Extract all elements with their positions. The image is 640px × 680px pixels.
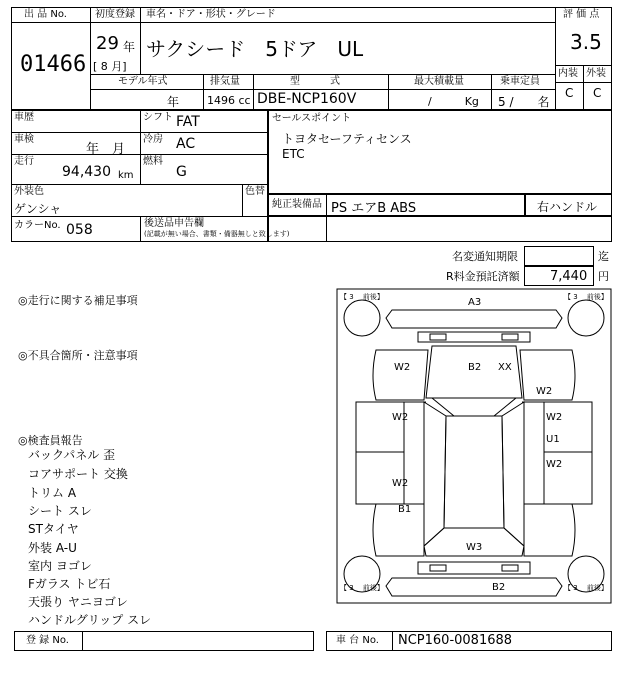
car-name: サクシード 5ドア UL [146, 37, 364, 61]
equipment-label: 純正装備品 [272, 199, 322, 210]
ac-value: AC [176, 136, 196, 152]
tire-label-front-right: 【 3 前後】 [564, 293, 608, 301]
inspector-item: Fガラス トビ石 [28, 577, 111, 591]
max-load-label: 最大積載量 [414, 76, 464, 87]
damage-mark: W2 [394, 362, 411, 373]
recycle-unit: 円 [598, 270, 609, 283]
max-load: / Kg [428, 95, 479, 108]
capacity-label: 乗車定員 [500, 76, 540, 87]
car-name-label: 車名・ドア・形状・グレード [146, 9, 276, 20]
aftermarket-note: (記載が無い場合、書類・備器無しと致します) [144, 230, 290, 238]
interior-grade: C [565, 86, 574, 100]
damage-mark: W2 [536, 386, 553, 397]
lot-no-label: 出 品 No. [24, 9, 67, 20]
inspector-item: シート スレ [28, 504, 92, 518]
damage-mark: U1 [546, 434, 560, 445]
model-year-label: モデル年式 [118, 76, 168, 87]
wheel-front-left [344, 300, 380, 336]
vehicle-type: DBE-NCP160V [257, 91, 357, 107]
type-label: 型 式 [290, 76, 340, 87]
equipment-value: PS エアB ABS [331, 201, 417, 216]
inspector-item: ハンドルグリップ スレ [28, 613, 152, 627]
vehicle-damage-diagram [336, 288, 612, 604]
rating-label: 評 価 点 [563, 9, 600, 20]
blank-frame [268, 216, 612, 242]
inspector-item: 外装 A-U [28, 541, 77, 555]
sales-point-label: セールスポイント [272, 113, 352, 124]
history-label: 車歴 [14, 112, 34, 123]
sales-point-2: ETC [282, 147, 305, 161]
damage-mark: W2 [392, 478, 409, 489]
fuel-value: G [176, 164, 187, 180]
inspector-item: コアサポート 交換 [28, 467, 128, 481]
damage-mark: B2 [492, 582, 506, 593]
mileage-label: 走行 [14, 156, 34, 167]
displacement-label: 排気量 [210, 76, 240, 87]
damage-mark: XX [498, 362, 512, 373]
recycle-value: 7,440 [550, 269, 588, 284]
tire-label-rear-right: 【 3 前後】 [564, 584, 608, 592]
aftermarket-label: 後送品申告欄 [144, 218, 204, 229]
lot-no: 01466 [20, 52, 87, 77]
color-label: 外装色 [14, 186, 44, 197]
shift-label: シフト [143, 112, 173, 123]
mileage-unit: km [118, 170, 134, 181]
inspector-item: トリム A [28, 486, 77, 500]
name-change-unit: 迄 [598, 250, 609, 263]
shift-value: FAT [176, 114, 200, 130]
damage-mark: W2 [546, 459, 563, 470]
tire-label-front-left: 【 3 前後】 [340, 293, 384, 301]
steering-value: 右ハンドル [537, 200, 598, 214]
name-change-label: 名変通知期限 [452, 250, 518, 263]
inspector-item: STタイヤ [28, 522, 79, 536]
chassis-no: NCP160-0081688 [398, 633, 513, 648]
model-year-unit: 年 [167, 95, 180, 109]
color-no-value: 058 [66, 222, 93, 238]
mileage-value: 94,430 [62, 164, 111, 180]
ac-label: 冷房 [143, 134, 163, 145]
inspector-item: バックパネル 歪 [28, 448, 116, 462]
wheel-front-right [568, 300, 604, 336]
first-reg-year-unit: 年 [123, 40, 136, 54]
first-reg-month: [ 8 月] [93, 60, 127, 73]
inspector-item: 室内 ヨゴレ [28, 559, 92, 573]
inspection-value: 年 月 [86, 142, 126, 157]
reg-no-label: 登 録 No. [26, 635, 69, 646]
name-change-box [524, 246, 594, 266]
first-reg-year: 29 [96, 33, 119, 54]
sales-point-1: トヨタセーフティセンス [282, 132, 412, 146]
damage-mark: W2 [546, 412, 563, 423]
driving-notes-label: ◎走行に関する補足事項 [18, 294, 138, 307]
recycle-label: R料金預託済額 [446, 270, 520, 283]
rating-value: 3.5 [570, 30, 602, 54]
defects-label: ◎不具合箇所・注意事項 [18, 349, 138, 362]
recolor-label: 色替 [245, 186, 265, 197]
first-reg-label: 初度登録 [95, 9, 135, 20]
inspector-report-label: ◎検査員報告 [18, 434, 83, 447]
damage-mark: A3 [468, 297, 482, 308]
inspector-item: 天張り ヤニヨゴレ [28, 595, 128, 609]
inspection-label: 車検 [14, 134, 34, 145]
damage-mark: W2 [392, 412, 409, 423]
exterior-grade: C [593, 86, 602, 100]
damage-mark: B2 [468, 362, 482, 373]
color-value: ゲンシャ [14, 202, 62, 216]
interior-label: 内装 [558, 68, 578, 79]
damage-mark: B1 [398, 504, 412, 515]
damage-mark: W3 [466, 542, 483, 553]
capacity: 5 / 名 [498, 95, 550, 109]
exterior-label: 外装 [586, 68, 606, 79]
displacement: 1496 cc [207, 94, 251, 107]
color-no-label: カラーNo. [14, 220, 61, 231]
chassis-label: 車 台 No. [336, 635, 379, 646]
fuel-label: 燃料 [143, 156, 163, 167]
tire-label-rear-left: 【 3 前後】 [340, 584, 384, 592]
